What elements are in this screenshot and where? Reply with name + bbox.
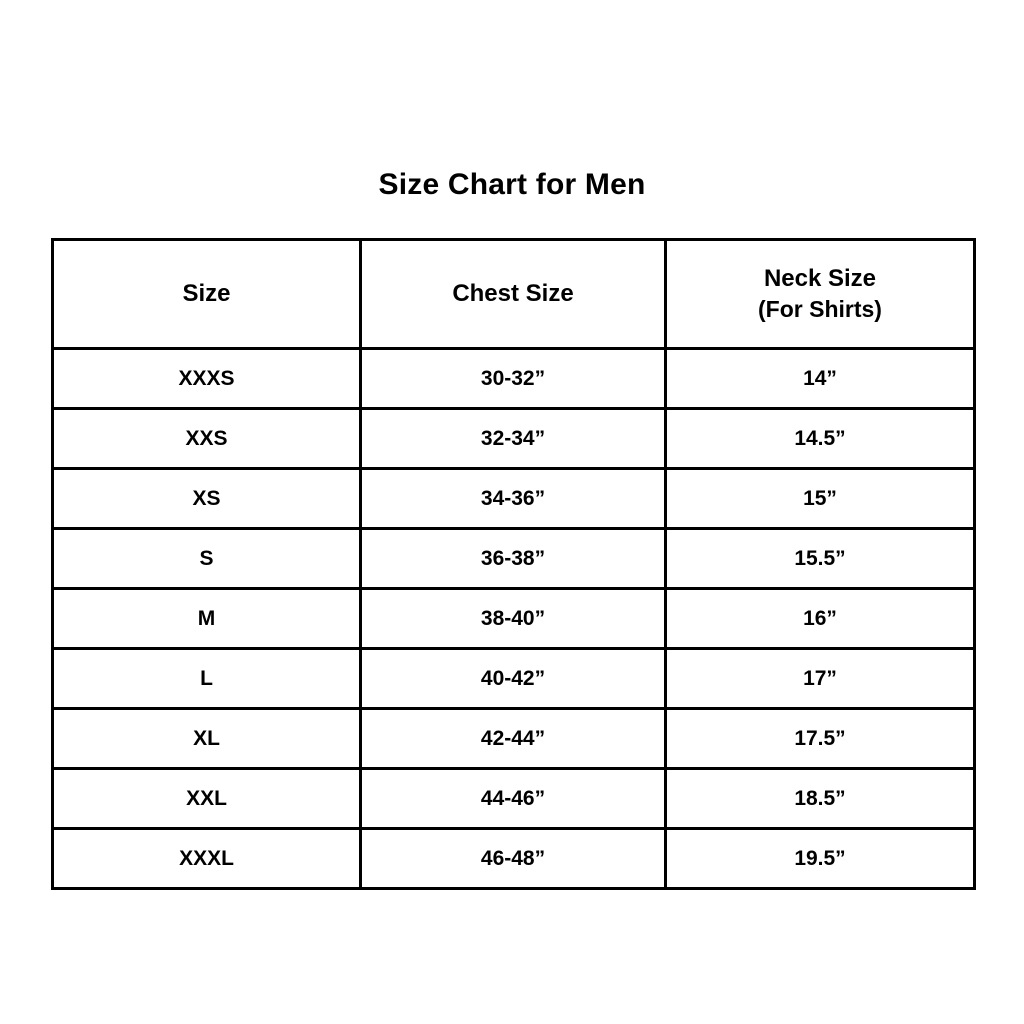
cell-size: XXXL: [53, 829, 361, 889]
cell-size: L: [53, 649, 361, 709]
cell-size: S: [53, 529, 361, 589]
cell-neck: 19.5”: [666, 829, 975, 889]
size-chart-table-container: [51, 238, 973, 890]
size-chart-table: [51, 238, 976, 890]
table-body: [53, 349, 975, 889]
page-title: Size Chart for Men: [378, 168, 646, 201]
column-header-chest: [361, 240, 666, 349]
cell-size: XXXS: [53, 349, 361, 409]
cell-chest: 34-36”: [361, 469, 666, 529]
cell-chest: 36-38”: [361, 529, 666, 589]
column-header-neck: [666, 240, 975, 349]
cell-chest: 44-46”: [361, 769, 666, 829]
cell-size: XS: [53, 469, 361, 529]
cell-chest: 46-48”: [361, 829, 666, 889]
cell-size: XXL: [53, 769, 361, 829]
cell-chest: 30-32”: [361, 349, 666, 409]
cell-size: XL: [53, 709, 361, 769]
cell-size: M: [53, 589, 361, 649]
column-header-neck-sublabel: (For Shirts): [758, 295, 882, 322]
cell-chest: 42-44”: [361, 709, 666, 769]
column-header-chest-label: Chest Size: [452, 280, 574, 308]
cell-neck: 16”: [666, 589, 975, 649]
cell-size: XXS: [53, 409, 361, 469]
cell-neck: 15”: [666, 469, 975, 529]
cell-neck: 14.5”: [666, 409, 975, 469]
cell-chest: 38-40”: [361, 589, 666, 649]
cell-neck: 18.5”: [666, 769, 975, 829]
table-header-row: [53, 240, 975, 349]
cell-neck: 15.5”: [666, 529, 975, 589]
table-row: [53, 529, 975, 589]
table-row: [53, 409, 975, 469]
table-row: [53, 649, 975, 709]
cell-chest: 32-34”: [361, 409, 666, 469]
table-header: [53, 240, 975, 349]
column-header-size-label: Size: [182, 280, 231, 308]
cell-neck: 14”: [666, 349, 975, 409]
cell-chest: 40-42”: [361, 649, 666, 709]
table-row: [53, 829, 975, 889]
cell-neck: 17”: [666, 649, 975, 709]
column-header-neck-label: Neck Size: [763, 265, 877, 293]
cell-neck: 17.5”: [666, 709, 975, 769]
table-row: [53, 709, 975, 769]
table-row: [53, 769, 975, 829]
column-header-size: [53, 240, 361, 349]
table-row: [53, 469, 975, 529]
table-row: [53, 349, 975, 409]
table-row: [53, 589, 975, 649]
